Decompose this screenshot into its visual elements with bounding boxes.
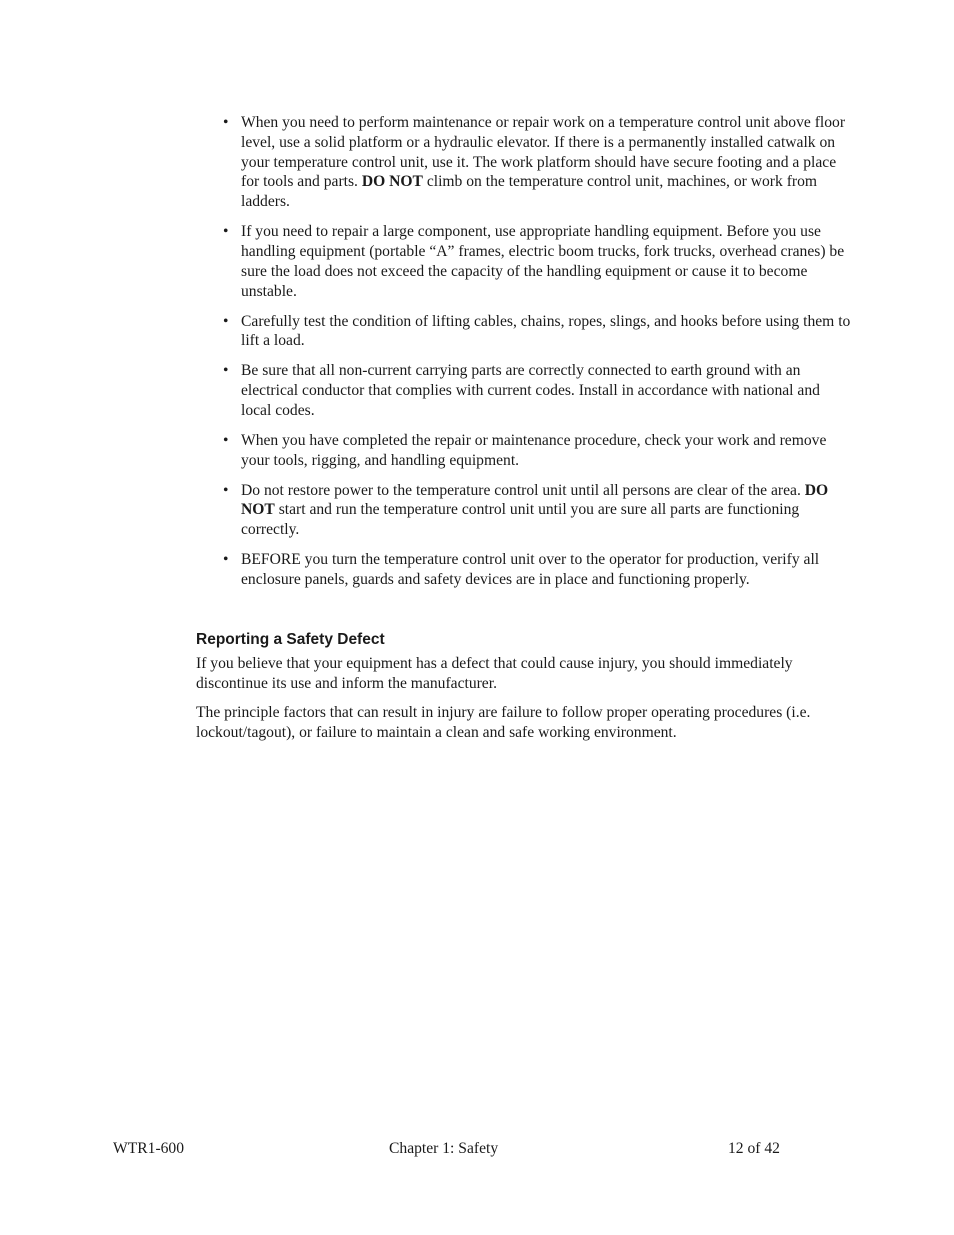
bullet-text: When you need to perform maintenance or repair work on a temperature control unit above floor level, use a solid platform or a hydraulic elevator. If there is a permanently installed catwalk on your temperature control unit, use it. The work platform should have secure footing and a place for tools and parts. DO NOT climb on the temperature control unit, machines, or work from ladders. <box>241 114 846 211</box>
footer-page-number: 12 of 42 <box>728 1140 780 1157</box>
bullet-item <box>223 222 853 301</box>
bullet-item <box>223 481 853 540</box>
section-paragraph: If you believe that your equipment has a defect that could cause injury, you should immediately discontinue its use and inform the manufacturer. <box>196 655 793 692</box>
bullet-text: Be sure that all non-current carrying parts are correctly connected to earth ground with an electrical conductor that complies with current codes. Install in accordance with national and local codes. <box>241 362 820 419</box>
safety-bullet-list <box>223 113 853 600</box>
bullet-item <box>223 550 853 590</box>
bullet-item <box>223 113 853 212</box>
bullet-item <box>223 361 853 420</box>
bullet-marker: • <box>223 312 229 330</box>
bullet-item <box>223 312 853 352</box>
bullet-text: When you have completed the repair or maintenance procedure, check your work and remove your tools, rigging, and handling equipment. <box>241 431 827 469</box>
bullet-text: Carefully test the condition of lifting cables, chains, ropes, slings, and hooks before using them to lift a load. <box>241 312 851 350</box>
bullet-item <box>223 431 853 471</box>
bullet-marker: • <box>223 431 229 449</box>
bullet-marker: • <box>223 551 229 569</box>
bullet-marker: • <box>223 114 229 131</box>
bullet-marker: • <box>223 223 229 241</box>
section-heading: Reporting a Safety Defect <box>196 631 385 648</box>
bullet-marker: • <box>223 481 229 499</box>
section-paragraph: The principle factors that can result in injury are failure to follow proper operating procedures (i.e. lockout/tagout), or failure to maintain a clean and safe working environment. <box>196 704 811 741</box>
footer-doc-id: WTR1-600 <box>113 1140 185 1157</box>
bullet-text: Do not restore power to the temperature control unit until all persons are clear of the area. DO NOT start and run the temperature control unit until you are sure all parts are functioning correctly. <box>241 481 829 539</box>
bullet-marker: • <box>223 362 229 380</box>
bullet-text: BEFORE you turn the temperature control unit over to the operator for production, verify all enclosure panels, guards and safety devices are in place and functioning properly. <box>241 551 820 589</box>
bullet-text: If you need to repair a large component, use appropriate handling equipment. Before you use handling equipment (portable “A” frames, electric boom trucks, fork trucks, overhead cranes) be sure the load does not exceed the capacity of the handling equipment or cause it to become unstable. <box>241 223 845 300</box>
footer-chapter: Chapter 1: Safety <box>389 1140 499 1157</box>
